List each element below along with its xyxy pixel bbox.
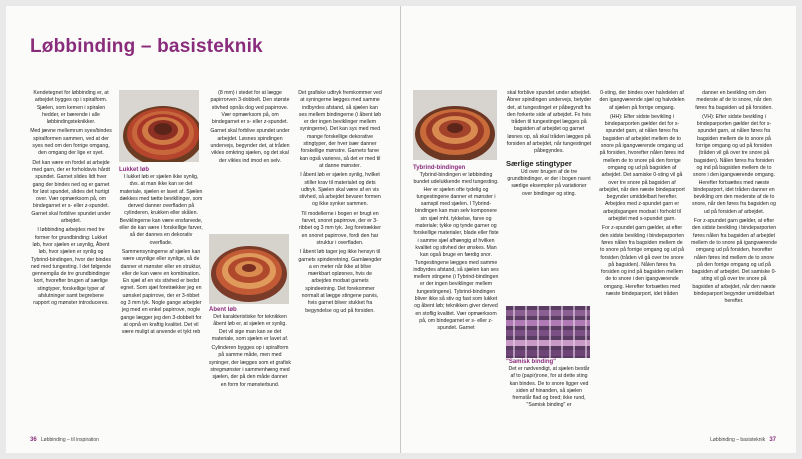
page-title: Løbbinding – basisteknik: [30, 36, 263, 57]
right-col-2c: [506, 358, 592, 432]
left-footer: [30, 437, 99, 443]
page-number: 36: [30, 437, 37, 443]
left-col-2: [119, 166, 203, 431]
photo-samisk-binding: [506, 306, 590, 358]
paragraph: I åbent løb er sjælen synlig, hvilket stiller krav til materialet og dets udtryk. Sjælen skal være af en vis stivhed, så arbejdet bevarer formen og ikke synker sammen.: [299, 172, 381, 208]
paragraph: Kendetegnet for løbbinding er, at arbejdet bygges op i spiralform. Sjælen, som kernen i spiralen hedder, er bærende i alle løbbindingsteknikker.: [33, 90, 109, 126]
paragraph: (HH): Efter sidste bevikling i bindeparporten gælder det for s-spundet garn, at nålen føres fra bagsiden af arbejdet mellem de to snore på igangværende omgang ud på forsiden, hvorefter nålen føres ind mellem de to snore på den forrige omgang og ud på bagsiden af arbejdet. Det samiske 0-sting vil gå over tre snore på bagsiden af arbejdet, når den næste bindeparport begynder umiddelbart herefter. Arbejdes med z-spundet garn er arbejdsgangen modsat i forhold til arbejdet med s-spundet garn.: [599, 113, 685, 223]
left-col-3b: [209, 306, 291, 431]
paragraph: Sammensyningerne af sjælen kan være usynlige eller synlige, så de danner et mønster eller en struktur, eller de kan være en kombination. En sjæl af en vis stivhed er bedst egnet. Som sjæl foretrækker jeg en uønsket papirrove, der er 3-ribbet og 3 mm tyk. Nogle gange arbejder jeg med en enkel papirrove, nogle gange lægger jeg den 3-dobbelt for at opnå en kraftig kvalitet. Det vil være muligt at anvende et tykt reb: [120, 248, 202, 336]
paragraph: (VH): Efter sidste bevikling i bindeparporten gælder det for s-spundet garn, at nålen føres fra bagsiden mellem de to snore på forrige omgang og ud på forsiden (tråden vil gå over tre snore på bagsiden). Nålen føres fra forsiden og ind på bagsiden mellem de to snore i den igangværende omgang. Herefter fortsættes med næste bindeparport, idet tråden danner en bevikling om den mederste af de to snore, når den føres fra bagsiden og ud på forsiden af arbejdet.: [692, 113, 776, 215]
paragraph: (8 mm) i stedet for at lægge papirrorven 3-dobbelt. Den største stivhed opnås dog ved papirrove. Vær opmærksom på, om bindegarnet er s- eller z-spundet.: [210, 90, 290, 126]
paragraph: skal forblive spundet under arbejdet. Åbner spindingen undervejs, betyder det, at tungestinget er påbegyndt fra den forkerte side af arbejdet. Fx hvis tråden til tungestinget lægges på bagsiden af arbejdet og garnet løsnes op, så skal tråden lægges på forsiden af arbejdet, når tungestinget påbegyndes.: [506, 90, 592, 155]
running-footer: Løbbinding – basisteknik: [710, 437, 766, 443]
photo-caption-closed: Lukket løb: [119, 167, 150, 173]
right-col-2: [506, 90, 592, 240]
paragraph: Det kan være en fordel at arbejde med garn, der er forholdsvis hårdt spundet. Garnet slides lidt hver gang der bindes ned og er garnet for løst spundet, slides det hurtigt over. Vær opmærksom på, om bindegarnet er s- eller z-spundet. Garnet skal forblive spundet under arbejdet.: [31, 159, 111, 225]
photo-open-coil-basket: [209, 234, 289, 304]
left-col-4: [298, 90, 382, 430]
page-number: 37: [769, 437, 776, 443]
photo-tybrind-basket: [413, 90, 497, 160]
running-footer: Løbbinding – til inspiration: [40, 437, 99, 443]
paragraph: Tybrind-bindingen er løbbinding bundet udelukkende med tungesting. Her er sjælen ofte tydelig og tungestingene danner et mønster i samspil med sjælen. I Tybrind-bindingen kan man selv komponere sin sjæl mht. tykkelse, farve og materiale; tykke og tynde garner og forskellige materialer, blade eller fiste i samme sjæl afhængig af hvilken kvalitet og stivhed der ønskes. Man kan også bruge en færdig snor. Tungestingene lægges med samme indbyrdes afstand, så sjælen kan ses mellem stingene (i Tybrind-bindingen er der ingen beviklinger mellem tungestingene). Tybrind-bindingen bliver ikke så stiv og fast som lukket og åbent løb; teknikken giver derved en stoflig kvalitet. Vær opmærksom på, om bindegarnet er s- eller z-spundet. Garnet: [413, 172, 499, 332]
paragraph: Det karakteristiske for teknikken åbent løb er, at sjælen er synlig. Det vil sige man kan se det materiale, som sjælen er lavet af.: [211, 314, 289, 342]
paragraph: Det grafiske udtryk fremkommer ved at syningerne lægges med samme indbyrdes afstand, så sjælen kan ses mellem bindingerne (i åbent løb er der ingen beviklinger mellem syningerne). Det kan sys med med mange forskellige dekorative stingtyper, der hver især danner forskellige mønstre. Garnets farve kan også varieres, så det er med til at danne mønster.: [298, 90, 382, 169]
paragraph: Til modellerne i bogen er brugt en farvet, snoret papirrove, der er 3-ribbet og 3 mm tyk. Jeg foretrækker en snoret papirrove, fordi den har struktur i overfladen.: [299, 210, 381, 246]
left-col-1: [30, 90, 112, 430]
photo-closed-coil-basket: [119, 90, 199, 162]
paragraph: Garnet skal forblive spundet under arbejdet. Løsnes spindingen undervejs, begynder det, at tråden vikles omkring sjælen, og det skal der vikles ind imod en selv.: [210, 128, 290, 164]
subheading-special-stitches: Særlige stingtyper: [506, 158, 572, 168]
paragraph: I lukket løb er sjælen ikke synlig, dvs. at man ikke kan se det materiale, sjælen er lavet af. Sjælen dækkes med tætte bevikllinger, som derved danner overfladen på cylinderen, krukken eller skålen. Beviklingerne kan være ensfarvede, eller de kan være i forskellige farver, så der dannes en dekorativ overflade.: [119, 174, 203, 246]
right-page: [401, 6, 796, 453]
left-col-3: [209, 90, 291, 230]
photo-caption-samisk: "Samisk binding": [506, 359, 557, 365]
right-col-4: [691, 90, 777, 432]
paragraph: Med jævne mellemrum syes/bindes spiralformen sammen, ved at der syes ned om den forrige omgang, den omgang der lige er syet.: [30, 128, 112, 157]
photo-caption-tybrind: Tybrind-bindingen: [413, 165, 466, 171]
paragraph: Cylinderen bygges op i spiralform på samme måde, men med syninger, der lægges som et grafisk stregmønster i sammenhæng med sjælen, der på den måde danner en form for mønsterbund.: [209, 345, 291, 388]
right-footer: [710, 437, 776, 443]
paragraph: For z-spundet garn gælder, at efter den sidste bevikling i bindeparporten føres nålen fra bagsiden af arbejdet mellem de to snore på igangværende omgang ud på forsiden, hvorefter nålen føres ind mellem de to snore på den forrige omgang og ud på bagsiden af arbejdet. Det samiske 0-sting vil gå over tre snore på bagsiden af arbejdet, når den næste bindeparport begynder umiddelbart herefter.: [691, 218, 777, 305]
paragraph: danner en bevikling om den mederste af de to snore, når den føres fra bagsiden ud på forsiden.: [695, 90, 773, 111]
paragraph: Ud over brugen af de tre grundbindinger, er der i bogen navnt særlige eksempler på variationer over bindinger og sting.: [507, 168, 591, 197]
paragraph: I åbent løb tager jeg ikke hensyn til garnets spinderetning. Garnlængder a en meter når ikke at blive mærkbart opløsnes, hvis de arbejdes modsat garnets spindeetning. Det forekommer normalt at lægge stingene parvis, hvis garnet bliver stukket fra begyndelse og ud på forsiden.: [298, 249, 382, 314]
photo-caption-open: Åbent løb: [209, 307, 237, 313]
paragraph: 0-sting, der bindes over halvdelen af den igangværende sjæl og halvdelen af sjælen på forrige omgang.: [599, 90, 685, 111]
paragraph: Det er nødvendigt, at sjælen består af to (papir)rone, for at dette sting kan bindes. De to snore ligger ved siden af hinanden, så sjælen fremstår flad og bred; ikke rund, "Samisk binding" er: [508, 366, 590, 409]
book-spread: [6, 6, 796, 453]
paragraph: I løbbinding arbejdes med tre former for grundbinding: Lukket løb, hvor sjælen er usynlig, Åbent løb, hvor sjælen er synlig og Tybrind-bindingen, hvor der bindes ned med tungesting. I det følgende gennemgås de tre grundbindinger kort, hvorefter brugen af særlige stingtyper, forskellige typer af afslutninger samt begrebene rapport og mønster introduceres.: [30, 227, 112, 307]
paragraph: For z-spundet garn gælder, at efter den sidste bevikling i bindeparporten føres nålen fra bagsiden mellem de to snore på forrige omgang og ud på forsiden (tråden vil gå over tre snore på bagsiden). Nålen føres fra forsiden og ind på bagsiden mellem de to snore i den igangværende omgang. Herefter fortsættes med næste bindeparport, idet tråden: [599, 225, 685, 298]
left-page: [6, 6, 401, 453]
right-col-3: [599, 90, 685, 432]
right-col-1: [413, 164, 499, 432]
